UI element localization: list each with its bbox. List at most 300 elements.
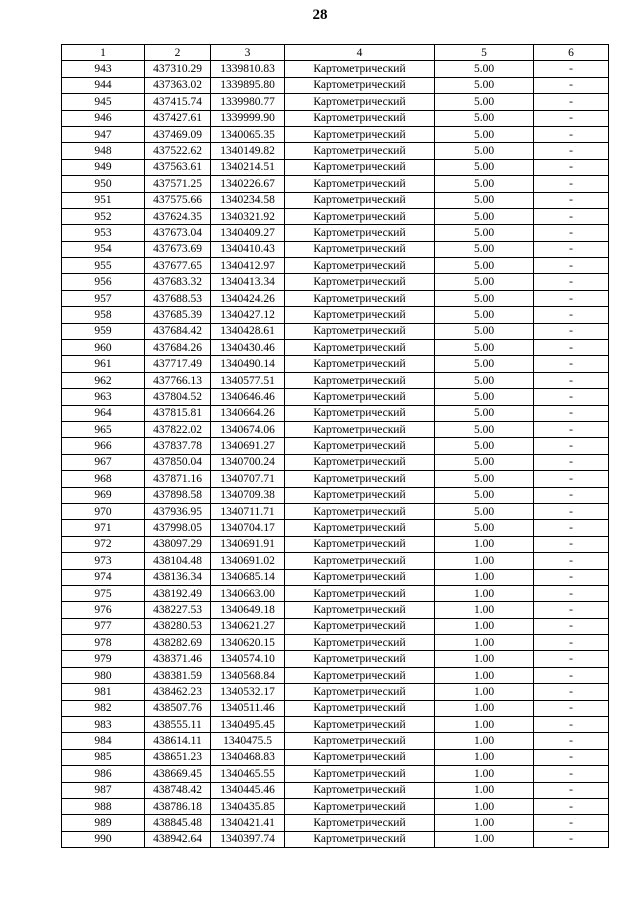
accuracy-cell: 1.00 xyxy=(435,553,534,569)
method-cell: Картометрический xyxy=(285,487,435,503)
description-cell: - xyxy=(534,159,609,175)
table-row xyxy=(62,94,609,110)
description-cell: - xyxy=(534,503,609,519)
accuracy-cell: 5.00 xyxy=(435,323,534,339)
point-number-cell: 968 xyxy=(62,471,145,487)
accuracy-cell: 5.00 xyxy=(435,143,534,159)
description-cell: - xyxy=(534,290,609,306)
x-coordinate-cell: 437871.16 xyxy=(145,471,211,487)
accuracy-cell: 1.00 xyxy=(435,798,534,814)
table-row xyxy=(62,126,609,142)
point-number-cell: 961 xyxy=(62,356,145,372)
point-number-cell: 983 xyxy=(62,717,145,733)
description-cell: - xyxy=(534,225,609,241)
description-cell: - xyxy=(534,471,609,487)
column-header: 3 xyxy=(211,45,285,61)
x-coordinate-cell: 437575.66 xyxy=(145,192,211,208)
accuracy-cell: 5.00 xyxy=(435,405,534,421)
table-row xyxy=(62,389,609,405)
point-number-cell: 952 xyxy=(62,208,145,224)
accuracy-cell: 5.00 xyxy=(435,94,534,110)
description-cell: - xyxy=(534,405,609,421)
x-coordinate-cell: 438507.76 xyxy=(145,700,211,716)
description-cell: - xyxy=(534,553,609,569)
table-row xyxy=(62,766,609,782)
description-cell: - xyxy=(534,356,609,372)
description-cell: - xyxy=(534,307,609,323)
table-row xyxy=(62,372,609,388)
y-coordinate-cell: 1340490.14 xyxy=(211,356,285,372)
point-number-cell: 967 xyxy=(62,454,145,470)
point-number-cell: 985 xyxy=(62,749,145,765)
method-cell: Картометрический xyxy=(285,684,435,700)
description-cell: - xyxy=(534,77,609,93)
point-number-cell: 943 xyxy=(62,61,145,77)
point-number-cell: 971 xyxy=(62,520,145,536)
method-cell: Картометрический xyxy=(285,110,435,126)
y-coordinate-cell: 1339980.77 xyxy=(211,94,285,110)
y-coordinate-cell: 1340465.55 xyxy=(211,766,285,782)
description-cell: - xyxy=(534,241,609,257)
method-cell: Картометрический xyxy=(285,176,435,192)
accuracy-cell: 1.00 xyxy=(435,700,534,716)
accuracy-cell: 1.00 xyxy=(435,733,534,749)
table-row xyxy=(62,225,609,241)
x-coordinate-cell: 437850.04 xyxy=(145,454,211,470)
accuracy-cell: 5.00 xyxy=(435,159,534,175)
y-coordinate-cell: 1340410.43 xyxy=(211,241,285,257)
table-row xyxy=(62,438,609,454)
description-cell: - xyxy=(534,454,609,470)
method-cell: Картометрический xyxy=(285,208,435,224)
y-coordinate-cell: 1340674.06 xyxy=(211,421,285,437)
y-coordinate-cell: 1340214.51 xyxy=(211,159,285,175)
accuracy-cell: 5.00 xyxy=(435,176,534,192)
table-row xyxy=(62,471,609,487)
page-number: 28 xyxy=(312,7,328,23)
x-coordinate-cell: 437673.69 xyxy=(145,241,211,257)
description-cell: - xyxy=(534,520,609,536)
table-header-row xyxy=(62,45,609,61)
description-cell: - xyxy=(534,208,609,224)
y-coordinate-cell: 1340424.26 xyxy=(211,290,285,306)
accuracy-cell: 5.00 xyxy=(435,471,534,487)
accuracy-cell: 5.00 xyxy=(435,110,534,126)
table-row xyxy=(62,700,609,716)
accuracy-cell: 5.00 xyxy=(435,274,534,290)
method-cell: Картометрический xyxy=(285,126,435,142)
y-coordinate-cell: 1340413.34 xyxy=(211,274,285,290)
method-cell: Картометрический xyxy=(285,225,435,241)
point-number-cell: 953 xyxy=(62,225,145,241)
table-row xyxy=(62,274,609,290)
table-row xyxy=(62,258,609,274)
x-coordinate-cell: 438280.53 xyxy=(145,618,211,634)
y-coordinate-cell: 1339999.90 xyxy=(211,110,285,126)
description-cell: - xyxy=(534,733,609,749)
table-row xyxy=(62,340,609,356)
method-cell: Картометрический xyxy=(285,274,435,290)
description-cell: - xyxy=(534,94,609,110)
method-cell: Картометрический xyxy=(285,503,435,519)
description-cell: - xyxy=(534,487,609,503)
method-cell: Картометрический xyxy=(285,61,435,77)
x-coordinate-cell: 437804.52 xyxy=(145,389,211,405)
description-cell: - xyxy=(534,421,609,437)
point-number-cell: 988 xyxy=(62,798,145,814)
description-cell: - xyxy=(534,766,609,782)
table-row xyxy=(62,717,609,733)
point-number-cell: 973 xyxy=(62,553,145,569)
point-number-cell: 954 xyxy=(62,241,145,257)
table-row xyxy=(62,192,609,208)
point-number-cell: 978 xyxy=(62,635,145,651)
table-row xyxy=(62,831,609,847)
description-cell: - xyxy=(534,176,609,192)
x-coordinate-cell: 438462.23 xyxy=(145,684,211,700)
point-number-cell: 987 xyxy=(62,782,145,798)
y-coordinate-cell: 1340421.41 xyxy=(211,815,285,831)
accuracy-cell: 1.00 xyxy=(435,651,534,667)
x-coordinate-cell: 437310.29 xyxy=(145,61,211,77)
point-number-cell: 946 xyxy=(62,110,145,126)
accuracy-cell: 1.00 xyxy=(435,684,534,700)
table-row xyxy=(62,815,609,831)
method-cell: Картометрический xyxy=(285,585,435,601)
accuracy-cell: 5.00 xyxy=(435,421,534,437)
accuracy-cell: 1.00 xyxy=(435,585,534,601)
x-coordinate-cell: 437427.61 xyxy=(145,110,211,126)
accuracy-cell: 1.00 xyxy=(435,749,534,765)
table-row xyxy=(62,405,609,421)
x-coordinate-cell: 438104.48 xyxy=(145,553,211,569)
table-row xyxy=(62,798,609,814)
y-coordinate-cell: 1340532.17 xyxy=(211,684,285,700)
x-coordinate-cell: 437815.81 xyxy=(145,405,211,421)
y-coordinate-cell: 1340620.15 xyxy=(211,635,285,651)
accuracy-cell: 1.00 xyxy=(435,569,534,585)
x-coordinate-cell: 437822.02 xyxy=(145,421,211,437)
point-number-cell: 959 xyxy=(62,323,145,339)
description-cell: - xyxy=(534,798,609,814)
method-cell: Картометрический xyxy=(285,749,435,765)
x-coordinate-cell: 437677.65 xyxy=(145,258,211,274)
table-row xyxy=(62,77,609,93)
table-row xyxy=(62,536,609,552)
description-cell: - xyxy=(534,274,609,290)
x-coordinate-cell: 438786.18 xyxy=(145,798,211,814)
description-cell: - xyxy=(534,372,609,388)
method-cell: Картометрический xyxy=(285,667,435,683)
x-coordinate-cell: 437685.39 xyxy=(145,307,211,323)
y-coordinate-cell: 1340568.84 xyxy=(211,667,285,683)
description-cell: - xyxy=(534,585,609,601)
table-row xyxy=(62,176,609,192)
accuracy-cell: 5.00 xyxy=(435,258,534,274)
method-cell: Картометрический xyxy=(285,94,435,110)
x-coordinate-cell: 438651.23 xyxy=(145,749,211,765)
accuracy-cell: 1.00 xyxy=(435,766,534,782)
point-number-cell: 982 xyxy=(62,700,145,716)
x-coordinate-cell: 438227.53 xyxy=(145,602,211,618)
method-cell: Картометрический xyxy=(285,717,435,733)
point-number-cell: 979 xyxy=(62,651,145,667)
method-cell: Картометрический xyxy=(285,340,435,356)
method-cell: Картометрический xyxy=(285,454,435,470)
table-row xyxy=(62,323,609,339)
accuracy-cell: 5.00 xyxy=(435,192,534,208)
y-coordinate-cell: 1340621.27 xyxy=(211,618,285,634)
description-cell: - xyxy=(534,815,609,831)
table-row xyxy=(62,749,609,765)
point-number-cell: 989 xyxy=(62,815,145,831)
point-number-cell: 944 xyxy=(62,77,145,93)
y-coordinate-cell: 1339810.83 xyxy=(211,61,285,77)
method-cell: Картометрический xyxy=(285,323,435,339)
y-coordinate-cell: 1340409.27 xyxy=(211,225,285,241)
description-cell: - xyxy=(534,618,609,634)
accuracy-cell: 5.00 xyxy=(435,372,534,388)
accuracy-cell: 5.00 xyxy=(435,126,534,142)
x-coordinate-cell: 438669.45 xyxy=(145,766,211,782)
y-coordinate-cell: 1340704.17 xyxy=(211,520,285,536)
x-coordinate-cell: 437898.58 xyxy=(145,487,211,503)
y-coordinate-cell: 1340691.91 xyxy=(211,536,285,552)
accuracy-cell: 1.00 xyxy=(435,602,534,618)
column-header: 5 xyxy=(435,45,534,61)
table-row xyxy=(62,290,609,306)
x-coordinate-cell: 438748.42 xyxy=(145,782,211,798)
point-number-cell: 977 xyxy=(62,618,145,634)
y-coordinate-cell: 1340663.00 xyxy=(211,585,285,601)
description-cell: - xyxy=(534,143,609,159)
point-number-cell: 981 xyxy=(62,684,145,700)
point-number-cell: 966 xyxy=(62,438,145,454)
x-coordinate-cell: 437415.74 xyxy=(145,94,211,110)
description-cell: - xyxy=(534,684,609,700)
accuracy-cell: 5.00 xyxy=(435,340,534,356)
method-cell: Картометрический xyxy=(285,77,435,93)
point-number-cell: 955 xyxy=(62,258,145,274)
y-coordinate-cell: 1339895.80 xyxy=(211,77,285,93)
point-number-cell: 963 xyxy=(62,389,145,405)
method-cell: Картометрический xyxy=(285,815,435,831)
y-coordinate-cell: 1340428.61 xyxy=(211,323,285,339)
x-coordinate-cell: 437683.32 xyxy=(145,274,211,290)
accuracy-cell: 5.00 xyxy=(435,61,534,77)
description-cell: - xyxy=(534,61,609,77)
method-cell: Картометрический xyxy=(285,798,435,814)
y-coordinate-cell: 1340574.10 xyxy=(211,651,285,667)
table-row xyxy=(62,159,609,175)
table-row xyxy=(62,782,609,798)
y-coordinate-cell: 1340468.83 xyxy=(211,749,285,765)
method-cell: Картометрический xyxy=(285,421,435,437)
y-coordinate-cell: 1340065.35 xyxy=(211,126,285,142)
x-coordinate-cell: 438845.48 xyxy=(145,815,211,831)
point-number-cell: 964 xyxy=(62,405,145,421)
method-cell: Картометрический xyxy=(285,372,435,388)
method-cell: Картометрический xyxy=(285,700,435,716)
point-number-cell: 962 xyxy=(62,372,145,388)
method-cell: Картометрический xyxy=(285,290,435,306)
table-body xyxy=(62,61,609,848)
accuracy-cell: 5.00 xyxy=(435,356,534,372)
method-cell: Картометрический xyxy=(285,536,435,552)
accuracy-cell: 1.00 xyxy=(435,667,534,683)
point-number-cell: 949 xyxy=(62,159,145,175)
point-number-cell: 945 xyxy=(62,94,145,110)
table-row xyxy=(62,602,609,618)
x-coordinate-cell: 437469.09 xyxy=(145,126,211,142)
table-row xyxy=(62,667,609,683)
y-coordinate-cell: 1340430.46 xyxy=(211,340,285,356)
x-coordinate-cell: 438097.29 xyxy=(145,536,211,552)
y-coordinate-cell: 1340577.51 xyxy=(211,372,285,388)
description-cell: - xyxy=(534,192,609,208)
y-coordinate-cell: 1340649.18 xyxy=(211,602,285,618)
method-cell: Картометрический xyxy=(285,241,435,257)
y-coordinate-cell: 1340691.02 xyxy=(211,553,285,569)
table-row xyxy=(62,585,609,601)
method-cell: Картометрический xyxy=(285,635,435,651)
accuracy-cell: 5.00 xyxy=(435,290,534,306)
description-cell: - xyxy=(534,340,609,356)
point-number-cell: 948 xyxy=(62,143,145,159)
table-row xyxy=(62,454,609,470)
accuracy-cell: 1.00 xyxy=(435,831,534,847)
point-number-cell: 951 xyxy=(62,192,145,208)
x-coordinate-cell: 438614.11 xyxy=(145,733,211,749)
point-number-cell: 970 xyxy=(62,503,145,519)
accuracy-cell: 5.00 xyxy=(435,503,534,519)
y-coordinate-cell: 1340711.71 xyxy=(211,503,285,519)
y-coordinate-cell: 1340495.45 xyxy=(211,717,285,733)
y-coordinate-cell: 1340321.92 xyxy=(211,208,285,224)
method-cell: Картометрический xyxy=(285,618,435,634)
description-cell: - xyxy=(534,110,609,126)
accuracy-cell: 5.00 xyxy=(435,225,534,241)
table-row xyxy=(62,733,609,749)
point-number-cell: 969 xyxy=(62,487,145,503)
column-header: 6 xyxy=(534,45,609,61)
y-coordinate-cell: 1340435.85 xyxy=(211,798,285,814)
x-coordinate-cell: 437363.02 xyxy=(145,77,211,93)
y-coordinate-cell: 1340685.14 xyxy=(211,569,285,585)
accuracy-cell: 5.00 xyxy=(435,241,534,257)
method-cell: Картометрический xyxy=(285,602,435,618)
x-coordinate-cell: 438555.11 xyxy=(145,717,211,733)
accuracy-cell: 1.00 xyxy=(435,717,534,733)
column-header: 4 xyxy=(285,45,435,61)
method-cell: Картометрический xyxy=(285,438,435,454)
method-cell: Картометрический xyxy=(285,831,435,847)
accuracy-cell: 5.00 xyxy=(435,77,534,93)
point-number-cell: 980 xyxy=(62,667,145,683)
accuracy-cell: 1.00 xyxy=(435,635,534,651)
table-row xyxy=(62,503,609,519)
accuracy-cell: 5.00 xyxy=(435,389,534,405)
point-number-cell: 986 xyxy=(62,766,145,782)
description-cell: - xyxy=(534,389,609,405)
table-row xyxy=(62,356,609,372)
table-row xyxy=(62,520,609,536)
x-coordinate-cell: 437563.61 xyxy=(145,159,211,175)
y-coordinate-cell: 1340234.58 xyxy=(211,192,285,208)
table-row xyxy=(62,61,609,77)
x-coordinate-cell: 437936.95 xyxy=(145,503,211,519)
point-number-cell: 975 xyxy=(62,585,145,601)
y-coordinate-cell: 1340511.46 xyxy=(211,700,285,716)
method-cell: Картометрический xyxy=(285,471,435,487)
description-cell: - xyxy=(534,717,609,733)
table-row xyxy=(62,143,609,159)
y-coordinate-cell: 1340700.24 xyxy=(211,454,285,470)
point-number-cell: 950 xyxy=(62,176,145,192)
x-coordinate-cell: 437837.78 xyxy=(145,438,211,454)
y-coordinate-cell: 1340397.74 xyxy=(211,831,285,847)
x-coordinate-cell: 437522.62 xyxy=(145,143,211,159)
method-cell: Картометрический xyxy=(285,405,435,421)
description-cell: - xyxy=(534,831,609,847)
y-coordinate-cell: 1340226.67 xyxy=(211,176,285,192)
description-cell: - xyxy=(534,700,609,716)
x-coordinate-cell: 437717.49 xyxy=(145,356,211,372)
y-coordinate-cell: 1340412.97 xyxy=(211,258,285,274)
table-row xyxy=(62,651,609,667)
x-coordinate-cell: 437624.35 xyxy=(145,208,211,224)
y-coordinate-cell: 1340707.71 xyxy=(211,471,285,487)
description-cell: - xyxy=(534,651,609,667)
x-coordinate-cell: 437673.04 xyxy=(145,225,211,241)
table-row xyxy=(62,241,609,257)
description-cell: - xyxy=(534,569,609,585)
accuracy-cell: 1.00 xyxy=(435,782,534,798)
method-cell: Картометрический xyxy=(285,766,435,782)
x-coordinate-cell: 437684.26 xyxy=(145,340,211,356)
y-coordinate-cell: 1340475.5 xyxy=(211,733,285,749)
table-row xyxy=(62,208,609,224)
accuracy-cell: 1.00 xyxy=(435,815,534,831)
accuracy-cell: 5.00 xyxy=(435,307,534,323)
table-row xyxy=(62,569,609,585)
description-cell: - xyxy=(534,536,609,552)
table-row xyxy=(62,110,609,126)
description-cell: - xyxy=(534,667,609,683)
point-number-cell: 958 xyxy=(62,307,145,323)
x-coordinate-cell: 437684.42 xyxy=(145,323,211,339)
description-cell: - xyxy=(534,635,609,651)
method-cell: Картометрический xyxy=(285,356,435,372)
method-cell: Картометрический xyxy=(285,307,435,323)
point-number-cell: 974 xyxy=(62,569,145,585)
y-coordinate-cell: 1340646.46 xyxy=(211,389,285,405)
description-cell: - xyxy=(534,258,609,274)
method-cell: Картометрический xyxy=(285,389,435,405)
x-coordinate-cell: 438282.69 xyxy=(145,635,211,651)
point-number-cell: 972 xyxy=(62,536,145,552)
accuracy-cell: 1.00 xyxy=(435,618,534,634)
x-coordinate-cell: 438381.59 xyxy=(145,667,211,683)
point-number-cell: 984 xyxy=(62,733,145,749)
accuracy-cell: 5.00 xyxy=(435,208,534,224)
accuracy-cell: 5.00 xyxy=(435,438,534,454)
method-cell: Картометрический xyxy=(285,520,435,536)
point-number-cell: 957 xyxy=(62,290,145,306)
method-cell: Картометрический xyxy=(285,143,435,159)
accuracy-cell: 1.00 xyxy=(435,536,534,552)
column-header: 2 xyxy=(145,45,211,61)
